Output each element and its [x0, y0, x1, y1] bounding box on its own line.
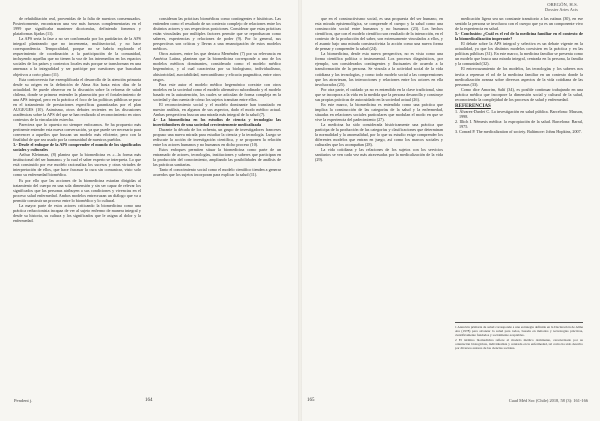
left-column-1 — [13, 16, 141, 388]
left-column-2 — [153, 16, 281, 388]
running-head — [545, 3, 578, 12]
references-heading: REFERENCIAS — [455, 103, 491, 109]
body-paragraph: de rehabilitación real, provenidas de la falta de nuestros consensuados. Posteriormente, encontraron una vez más fuerzas complementarias en el 1999 que significaba mantener dicotomías, definiendo fomenos y plataformas fijadas (11). — [13, 16, 141, 37]
section-heading: 3.- Desde el enfoque de la APS comprender el mundo de los significados sociales y culturales — [13, 142, 141, 153]
left-page — [0, 0, 299, 421]
body-paragraph: Como dice Amorim, Saltí (34), es posible continuar trabajando en una práctica médica que incorpore la dimensión social y cultural de la salud, reconociendo la complejidad de los procesos de salud y enfermedad. — [455, 86, 583, 102]
section-heading: 5.- Conclusión: ¿Cuál es el rol de la medicina familiar en el contexto de la biomedicalización imperante? — [455, 31, 583, 42]
body-paragraph: La mayor parte de estos actores criticando la biomedicina como una práctica reduccionista incapaz de ver al sujeto enfermo de manera integral y desde su historia, su cultura y los significados que le asigna al dolor y la enfermedad. — [13, 202, 141, 223]
right-column-2 — [455, 16, 583, 318]
running-head-section: Dossier Artes Acts — [545, 6, 578, 12]
body-paragraph: Otros autores, entre los que destaca Menéndez (7) por su relevancia en América Latina, plantean que la biomedicina corresponde a uno de los modelos médicos dominantes, considerado como el modelo médico hegemónico, y al cual caracteriza por su biologismo, individualismo, ahistoricidad, asociabilidad, mercantilismo y eficacia pragmática, entre otros rasgos. — [153, 51, 281, 82]
footnotes — [455, 322, 583, 352]
body-paragraph: El reconocimiento social y el modelo dominante han transitado en nuestro análisis, en algunos de sus aspectos, dado el modo médico actual. Ambas perspectivas buscan una mirada más integral de la salud (7). — [153, 101, 281, 117]
body-paragraph: El debate sobre la APS integral y selectiva es un debate vigente en la actualidad, ya que los distintos modelos coexisten en la práctica y en las políticas públicas (31). En este marco, la medicina familiar se presenta como un modelo que busca una mirada integral, centrada en la persona, la familia y la comunidad (32). — [455, 41, 583, 67]
body-paragraph: La biomedicina, desde esta nueva perspectiva, no es vista como una forma científica política o instrumental. Los procesos diagnósticos, por ejemplo, son considerados contingentes y fluctuantes de acuerdo a la transformación de la persona. Se vincula a la actividad social de la vida cotidiana y las tecnologías, y como todo modelo social a las comprensiones que los atraviesan, las interacciones y relaciones entre los actores en ella involucrados (25). — [315, 51, 443, 87]
left-folio: Pendent j. — [14, 398, 33, 403]
body-paragraph: La vida cotidiana y las relaciones de los sujetos con los servicios sanitarios se ven cada vez más atravesadas por la medicalización de la vida (29). — [315, 147, 443, 163]
right-page-number: 165 — [307, 398, 315, 403]
body-paragraph: Para este autor el modelo médico hegemónico coexiste con otros modelos en la sociedad como el modelo alternativo subordinado y el modelo basado en la autoatención, los cuales se articulan de forma compleja en la sociedad y dan cuenta de cómo los sujetos transitan entre ellos. — [153, 81, 281, 102]
left-page-number: 164 — [145, 398, 153, 403]
body-paragraph: Arthur Kleinman, (8) plantea que la biomedicina es «...la forma más institucional del ser humano» y la cual el saber experto se interpreta. Lo que está construido por ese modelo racionaliza los sucesos y otras virtudes de interpretación de ellos, que hace fracasar la cura sin comunicar, visto solo como su enfermedad biomédica. — [13, 152, 141, 178]
body-paragraph: En este marco, la biomedicina es entendida como una práctica que implica la construcción de las categorías de la salud y la enfermedad, situadas en relaciones sociales particulares que modulan el modo en que se vive la experiencia del padecimiento (27). — [315, 101, 443, 122]
body-paragraph: El entrecruzamiento de los modelos, las tecnologías y los saberes nos invita a repensar el rol de la medicina familiar en un contexto donde la medicalización avanza sobre diversos aspectos de la vida cotidiana de las personas (33). — [455, 66, 583, 87]
section-heading: 4.- La biomedicina en los estudios de ciencia y tecnología: las incertidumbres de una sociedad crecientemente medicalizada — [153, 116, 281, 127]
footnote: 2 El término biomedicina refiere al modelo médico dominante, caracterizado por su orientación biologicista, individualista y centrada en la enfermedad, tal como ha sido descrito por diversos autores de las ciencias sociales. — [455, 338, 583, 351]
body-paragraph: Pareciera que lo opuesto no siempre enfocamos. Se ha propuesto más pertinente entender esta nueva conversación, ya que puede ser necesario para convencer a aquellos que buscan un modelo más eficiente, pero con la finalidad de que sea usado por la comunidad de nuestros pueblos. — [13, 121, 141, 143]
body-paragraph: que en el constructivismo social, es una propuesta del ser humano, en esta mirada epistemológica, se comprende el cuerpo y la salud como una construcción social entre humanos y no humanos (23). Los hechos científicos, que con el modelo científico son resultado de la interacción, en el contexto de la producción del saber, son extensamente vinculados a ellos, y el asumir bajo una mirada constructivista la acción como una nueva forma de pensar y comprender la salud (24). — [315, 16, 443, 52]
body-paragraph: Estos enfoques permiten situar la biomedicina como parte de un entramado de actores, tecnologías, instituciones y saberes que participan en la producción del conocimiento, ampliando las posibilidades de análisis de las prácticas sanitarias. — [153, 147, 281, 168]
body-paragraph: consideran las prácticas biomédicas como contingentes e históricas. Las entienden como el resultado de un contexto complejo de relaciones entre los distintos actores y sus respectivas posiciones. Considerar que estas prácticas están vinculadas por múltiples factores permite que se reproduzcan como saberes, experiencias y relaciones de poder (9). Por lo general, sus perspectivas son críticas y llevan a una emancipación de estos modelos médicos. — [153, 16, 281, 52]
right-page — [301, 0, 600, 421]
running-head-author: OREGÓN, H.S. — [547, 2, 578, 7]
reference-item: 2. Illich I. Némesis médica: la expropiación de la salud. Barcelona: Barral, 1975. — [455, 118, 583, 129]
journal-citation: Cuad Méd Soc (Chile) 2018, 58 (3): 161-166 — [508, 398, 588, 403]
reference-item: 3. Conrad P. The medicalization of society. Baltimore: Johns Hopkins, 2007. — [455, 129, 582, 135]
body-paragraph: Por otra parte, el cuidado ya no es entendido en la clave tradicional, sino que se incorpora a la vida en la medida que la persona desarrolla y construye sus propias prácticas de autocuidado en la sociedad actual (26). — [315, 86, 443, 102]
body-paragraph: Tanto el conocimiento social como el modelo científico tienden a generar acuerdos que los sujetos incorporan para explicar la salud (11). — [153, 167, 281, 178]
footnote: 1 Atención primaria de salud corresponde a una estrategia definida en la Declaración de Alma Ata (1978) para alcanzar la salud para todos, basada en métodos y tecnologías prácticas, científicamente fundados y socialmente aceptables. — [455, 325, 583, 338]
right-column-1 — [315, 16, 443, 378]
body-paragraph: Durante la década de los ochenta, un grupo de investigadores franceses propuso una nueva mirada para estudiar la ciencia y la tecnología. Luego se rediscute la acción de investigación científica, y se proponen la relación entre los actores humanos y no humanos en dicho proceso (10). — [153, 127, 281, 148]
body-paragraph: medicación ligera sea un constante transitorio a las rutinas (30), en ese sentido la persona se involucra con el cuerpo que ya es un componente vivo de la experiencia en salud. — [455, 16, 583, 32]
body-paragraph: Esta controversia fue exemplificada el desarrollo de la atención primaria desde su origen en la definición de Alma Ata hasta estos días de la actualidad. Se puede observar en la discusión sobre la reforma de salud chilena, donde se primera entender la planeación por el fortalecimiento de una APS integral, pero en la práctica el foco de las políticas públicas se puso en el tratamiento de prestaciones específicas garantizadas por el plan AUGE/GES (10). Asimismo, otros debates recientes en las discusiones académicas sobre la APS del que se han realizado al reconocimiento en otros contextos de la vinculación estrecha. — [13, 76, 141, 122]
reference-item: 1. Álvarez-Dardet C. La investigación en salud pública. Barcelona: Masson, 1998. — [455, 108, 583, 119]
body-paragraph: La APS seria la fase a no ser conformada por los partidarios de la APS integral planteando que no incrementa, multisectorial, y no hace correspondencia. Temporalidad, porque no se habría explorado el requerimiento de coordinación a la participación de la comunidad, incluyendo aquellas que no tienen la voz de los intermedios en los espacios sociales de los países y contextos locales más porque se transforman en una amenaza a la integralidad y ser partícipe por cuestiones que buscaban objetivos a corto plazo (11). — [13, 36, 141, 77]
body-paragraph: Es por ello que las acciones de la biomedicina estarían dirigidas al tratamiento del cuerpo en una sola dimensión y sin ser capaz de relevar los significados que las personas atribuyen a sus condiciones y vivencias en el proceso salud enfermedad. Ambos modelos entrecruzan un diálogo que va a permitir construir un proceso entre lo biomédico y lo cultural. — [13, 177, 141, 203]
body-paragraph: La medicina ha sido considerada históricamente una práctica que participa de la producción de las categorías y clasificaciones que determinan la normalidad y la anormalidad, por lo que su estudio exige comprender los diferentes modelos que entran en juego, así como los marcos sociales y culturales que los acompañan (28). — [315, 121, 443, 148]
